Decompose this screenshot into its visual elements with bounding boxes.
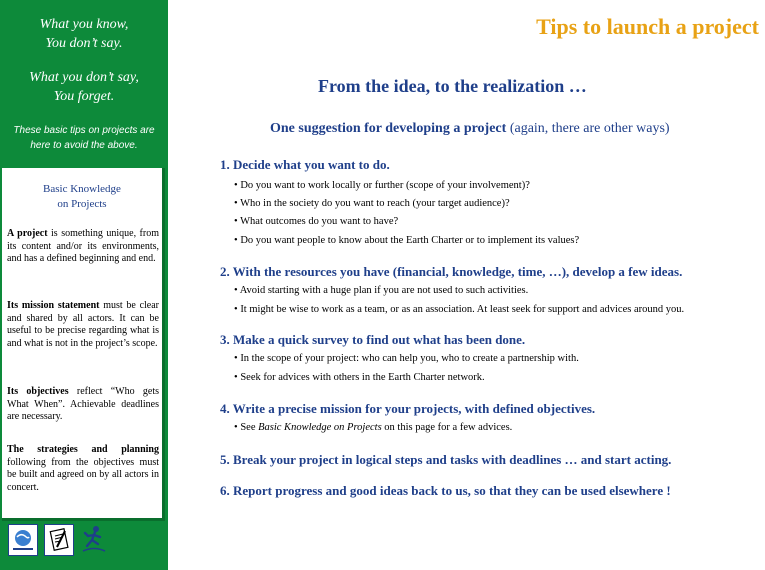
text-strategies: following from the objectives must be built and agreed on by all actors in concert. <box>7 456 159 493</box>
knowledge-mission <box>7 300 159 350</box>
step-4-bullet-prefix: See <box>240 422 259 433</box>
term-strategies: The strategies and planning <box>7 444 159 455</box>
term-objectives: Its objectives <box>7 386 69 397</box>
page-subtitle: From the idea, to the realization … <box>318 76 587 96</box>
basic-knowledge-panel <box>2 168 165 521</box>
step-1-bullet: • What outcomes do you want to have? <box>234 216 398 227</box>
quote-know <box>0 15 168 53</box>
step-1-bullet: • Who in the society do you want to reach (your target audience)? <box>234 198 510 209</box>
step-2-label: 2. With the resources you have (financial, knowledge, time, …), develop a few ideas. <box>220 264 683 279</box>
step-4-label: 4. Write a precise mission for your projects, with defined objectives. <box>220 401 596 416</box>
step-4-bullet-suffix: on this page for a few advices. <box>381 422 513 433</box>
quote-tips <box>0 123 168 153</box>
quote-tips-line1: These basic tips on projects are <box>13 125 155 136</box>
runner-figure-icon[interactable] <box>80 524 108 554</box>
quote-forget <box>0 68 168 106</box>
step-2-bullet: • It might be wise to work as a team, or as an association. At least seek for support and advices around you. <box>234 304 684 315</box>
earth-charter-logo-icon[interactable] <box>8 524 38 556</box>
term-project: A project <box>7 228 48 239</box>
step-1-bullet: • Do you want to work locally or further (scope of your involvement)? <box>234 180 530 191</box>
step-6-label: 6. Report progress and good ideas back to us, so that they can be used elsewhere ! <box>220 483 671 498</box>
quote-know-line2: You don’t say. <box>45 36 123 51</box>
step-1-label: 1. Decide what you want to do. <box>220 157 390 172</box>
quote-forget-line2: You forget. <box>53 89 115 104</box>
knowledge-strategies <box>7 444 159 494</box>
step-2-bullet: • Avoid starting with a huge plan if you are not used to such activities. <box>234 285 528 296</box>
quote-tips-line2: here to avoid the above. <box>30 140 138 151</box>
step-1-bullet: • Do you want people to know about the Earth Charter or to implement its values? <box>234 235 579 246</box>
step-3-bullet: • In the scope of your project: who can help you, who to create a partnership with. <box>234 353 579 364</box>
suggestion-heading <box>270 121 670 137</box>
basic-knowledge-heading <box>2 182 162 212</box>
heading-line2: on Projects <box>57 198 107 210</box>
quote-know-line1: What you know, <box>39 17 129 32</box>
knowledge-objectives <box>7 386 159 424</box>
step-4-bullet <box>234 422 512 433</box>
text-project: is something unique, from its content and/or its environments, and has a defined beginning and end. <box>7 228 159 264</box>
suggestion-bold: One suggestion for developing a project <box>270 121 507 136</box>
heading-line1: Basic Knowledge <box>43 183 121 195</box>
text-mission: must be clear and shared by all actors. It can be useful to be precise regarding what is and what is not in the project’s scope. <box>7 300 160 349</box>
step-3-bullet: • Seek for advices with others in the Earth Charter network. <box>234 372 485 383</box>
step-4-bullet-reference: Basic Knowledge on Projects <box>258 422 382 433</box>
suggestion-note: (again, there are other ways) <box>506 121 670 136</box>
page-title: Tips to launch a project <box>536 14 759 39</box>
step-3-label: 3. Make a quick survey to find out what has been done. <box>220 332 526 347</box>
step-5-label: 5. Break your project in logical steps and tasks with deadlines … and start acting. <box>220 452 672 467</box>
knowledge-project <box>7 228 159 266</box>
text-objectives: reflect “Who gets What When”. Achievable deadlines are necessary. <box>7 386 159 422</box>
document-pen-icon[interactable] <box>44 524 74 556</box>
term-mission: Its mission statement <box>7 300 100 311</box>
quote-forget-line1: What you don’t say, <box>29 70 139 85</box>
sidebar <box>0 0 168 570</box>
